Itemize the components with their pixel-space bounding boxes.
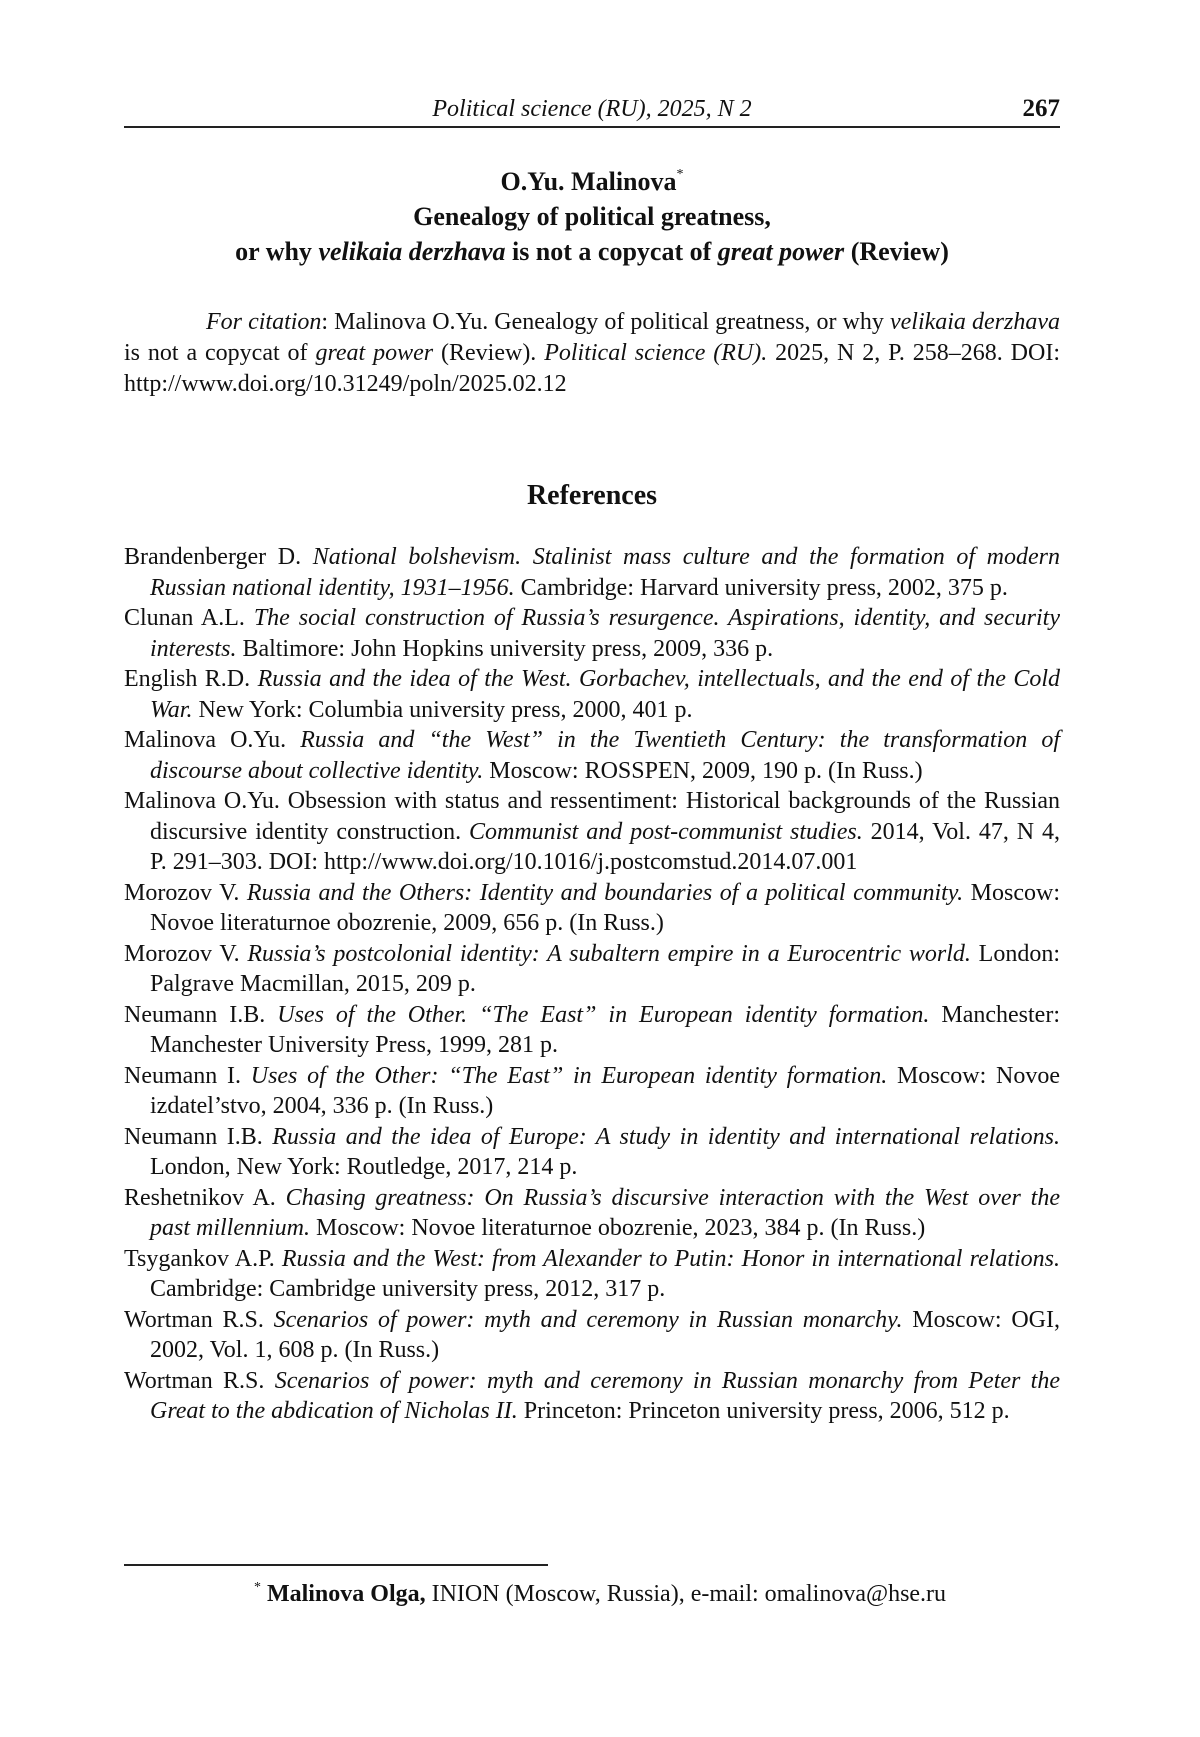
reference-item: [124, 939, 1060, 1000]
reference-title: Communist and post-communist studies.: [468, 818, 863, 845]
title-block: [124, 164, 1060, 269]
reference-item: [124, 725, 1060, 786]
title-part: is not a copycat of: [505, 237, 718, 266]
reference-author: Brandenberger D.: [124, 544, 313, 570]
article-title-line-2: [124, 234, 1060, 269]
reference-details: Manchester: Manchester University Press, 1999, 281 p.: [150, 1001, 1060, 1058]
reference-details: Moscow: OGI, 2002, Vol. 1, 608 p. (In Russ.): [150, 1306, 1060, 1363]
title-part: or why: [235, 237, 319, 266]
footnote-affiliation: INION (Moscow, Russia), e-mail: omalinova@hse.ru: [425, 1581, 947, 1607]
citation-text: 2025, N 2, P. 258–268. DOI: http://www.doi.org/10.31249/poln/2025.02.12: [124, 340, 1060, 397]
reference-author: Wortman R.S.: [124, 1306, 274, 1333]
reference-author: Malinova O.Yu. Obsession with status and ressentiment: Historical backgrounds of the Russian discursive identity construction.: [124, 788, 1060, 845]
reference-title: Russia and the Others: Identity and boundaries of a political community.: [246, 879, 964, 906]
reference-item: [124, 786, 1060, 878]
title-italic-term: great power: [717, 237, 845, 266]
reference-title: Russia’s postcolonial identity: A subaltern empire in a Eurocentric world.: [247, 940, 971, 967]
reference-title: Uses of the Other. “The East” in European identity formation.: [277, 1001, 930, 1028]
reference-details: Princeton: Princeton university press, 2006, 512 p.: [517, 1398, 1010, 1424]
reference-title: Russia and “the West” in the Twentieth Century: the transformation of discourse about collective identity.: [150, 727, 1061, 784]
footnote-author-name: Malinova Olga,: [266, 1581, 426, 1607]
reference-details: Baltimore: John Hopkins university press, 2009, 336 p.: [236, 635, 774, 662]
reference-title: Scenarios of power: myth and ceremony in Russian monarchy from Peter the Great to the abdication of Nicholas II.: [150, 1367, 1060, 1424]
reference-item: [124, 664, 1060, 725]
reference-author: Morozov V.: [124, 879, 247, 906]
reference-details: Cambridge: Cambridge university press, 2012, 317 p.: [150, 1276, 666, 1302]
citation-text: (Review).: [433, 340, 545, 366]
reference-details: New York: Columbia university press, 2000, 401 p.: [192, 696, 693, 723]
reference-title: Russia and the West: from Alexander to Putin: Honor in international relations.: [281, 1245, 1061, 1272]
reference-title: Russia and the idea of the West. Gorbachev, intellectuals, and the end of the Cold War.: [150, 666, 1060, 723]
reference-author: Neumann I.B.: [124, 1123, 273, 1150]
citation-journal: Political science (RU).: [544, 340, 768, 366]
footnote-rule: [124, 1564, 548, 1566]
reference-title: National bolshevism. Stalinist mass culture and the formation of modern Russian national identity, 1931–1956.: [150, 544, 1060, 601]
reference-details: Moscow: Novoe literaturnoe obozrenie, 2009, 656 p. (In Russ.): [150, 879, 1061, 936]
reference-details: Moscow: ROSSPEN, 2009, 190 p. (In Russ.): [483, 757, 923, 784]
reference-title: Uses of the Other: “The East” in European identity formation.: [250, 1062, 888, 1089]
reference-item: [124, 1122, 1060, 1183]
article-title-line-1: Genealogy of political greatness,: [413, 202, 771, 231]
reference-item: [124, 1183, 1060, 1244]
reference-details: Moscow: Novoe izdatel’stvo, 2004, 336 p. (In Russ.): [150, 1062, 1060, 1119]
citation-italic: great power: [315, 340, 434, 366]
paper-page: [124, 92, 1060, 1427]
citation-text: is not a copycat of: [124, 340, 316, 366]
author-footnote-mark: *: [676, 167, 684, 182]
reference-item: [124, 1061, 1060, 1122]
running-header: [124, 92, 1060, 128]
reference-details: Cambridge: Harvard university press, 2002, 375 p.: [514, 574, 1008, 601]
citation-italic: velikaia derzhava: [889, 309, 1060, 335]
reference-title: Scenarios of power: myth and ceremony in Russian monarchy.: [273, 1306, 903, 1333]
reference-details: Moscow: Novoe literaturnoe obozrenie, 2023, 384 p. (In Russ.): [310, 1215, 926, 1241]
reference-author: English R.D.: [124, 666, 258, 692]
reference-item: [124, 878, 1060, 939]
footnote: [0, 1578, 1200, 1610]
references-heading: References: [526, 480, 658, 511]
reference-author: Clunan A.L.: [124, 605, 254, 631]
footnote-mark: *: [253, 1580, 261, 1595]
reference-list: [124, 542, 1060, 1427]
reference-title: Russia and the idea of Europe: A study in identity and international relations.: [272, 1123, 1060, 1150]
reference-author: Tsygankov A.P.: [124, 1245, 282, 1272]
reference-author: Morozov V.: [124, 940, 248, 967]
author-text: O.Yu. Malinova: [500, 167, 677, 196]
reference-title: The social construction of Russia’s resurgence. Aspirations, identity, and security interests.: [150, 605, 1061, 662]
citation-paragraph: [124, 307, 1060, 400]
reference-details: London: Palgrave Macmillan, 2015, 209 p.: [150, 940, 1060, 997]
reference-item: [124, 603, 1060, 664]
reference-details: 2014, Vol. 47, N 4, P. 291–303. DOI: http://www.doi.org/10.1016/j.postcomstud.2014.07.001: [150, 818, 1061, 875]
reference-title: Chasing greatness: On Russia’s discursive interaction with the West over the past millennium.: [150, 1184, 1060, 1241]
reference-author: Wortman R.S.: [124, 1367, 275, 1394]
reference-item: [124, 1244, 1060, 1305]
reference-author: Malinova O.Yu.: [124, 727, 301, 753]
reference-author: Neumann I.B.: [124, 1001, 278, 1028]
author-name: [124, 164, 1060, 199]
reference-author: Reshetnikov A.: [124, 1184, 286, 1211]
title-part: (Review): [844, 237, 949, 266]
reference-details: London, New York: Routledge, 2017, 214 p.: [150, 1154, 578, 1180]
title-italic-term: velikaia derzhava: [318, 237, 506, 266]
reference-item: [124, 542, 1060, 603]
citation-text: : Malinova O.Yu. Genealogy of political greatness, or why: [321, 309, 890, 335]
page-number: 267: [1022, 95, 1060, 122]
reference-item: [124, 1366, 1060, 1427]
journal-name: Political science (RU), 2025, N 2: [432, 96, 752, 122]
reference-author: Neumann I.: [124, 1062, 251, 1089]
reference-item: [124, 1000, 1060, 1061]
reference-item: [124, 1305, 1060, 1366]
citation-label: For citation: [206, 309, 322, 335]
